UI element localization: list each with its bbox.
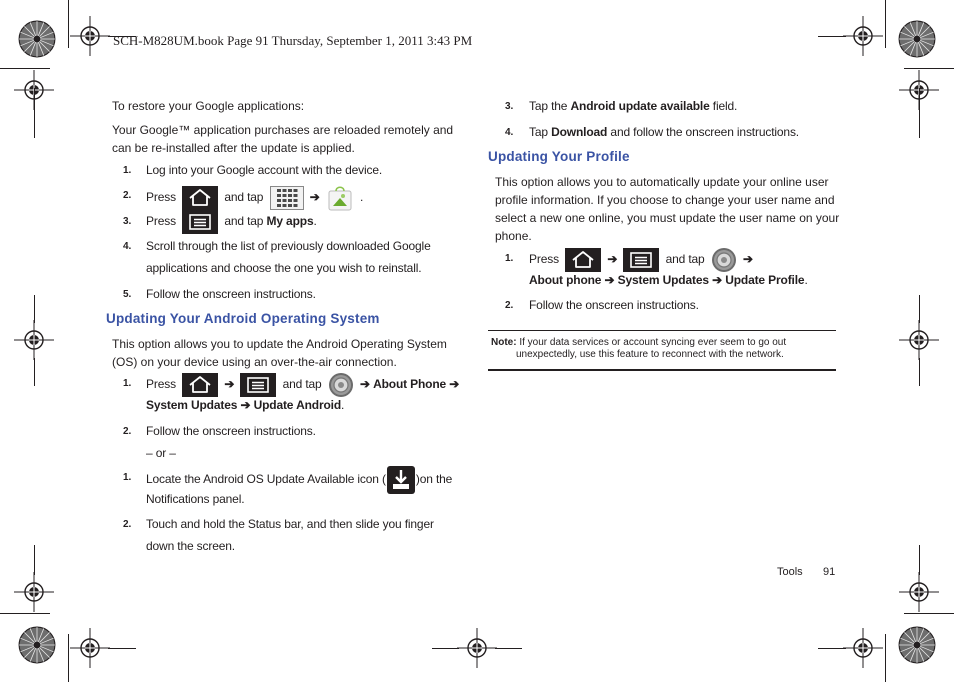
- arrow-right-icon: ➔: [359, 377, 370, 392]
- note-line-1: If your data services or account syncing ever seem to go out: [519, 337, 787, 348]
- step-number: 4.: [123, 241, 132, 252]
- step-number: 3.: [123, 216, 132, 227]
- profile-step-1: Press ➔ and tap ➔: [529, 247, 753, 273]
- arrow-right-icon: ➔: [742, 252, 753, 267]
- note-line-2: unexpectedly, use this feature to reconnect with the network.: [516, 349, 784, 360]
- alt-step-2-line1: Touch and hold the Status bar, and then slide you finger: [146, 517, 434, 531]
- restore-step-3: Press and tap My apps.: [146, 210, 317, 234]
- heading-update-os: Updating Your Android Operating System: [106, 311, 380, 326]
- os-step-1: Press ➔ and tap ➔ About Phone ➔: [146, 372, 459, 398]
- intro-purchases: Your Google™ application purchases are reloaded remotely and can be re-installed after the update is applied.: [112, 123, 454, 155]
- restore-step-5: Follow the onscreen instructions.: [146, 287, 316, 301]
- step-number: 3.: [505, 101, 514, 112]
- os-intro: This option allows you to update the Android Operating System (OS) on your device using an over-the-air connection.: [112, 337, 447, 369]
- market-bag-icon: [326, 184, 354, 212]
- profile-intro: This option allows you to automatically update your online user profile information. If you choose to change your user name and select a new one online, you must update the user name on your phone.: [495, 175, 840, 243]
- arrow-right-icon: ➔: [449, 377, 460, 392]
- os-step-2: Follow the onscreen instructions.: [146, 424, 316, 438]
- registration-mark-icon: [14, 572, 54, 612]
- registration-mark-icon: [14, 320, 54, 360]
- step-number: 1.: [123, 378, 132, 389]
- crosshatch-circle-icon: [898, 626, 936, 664]
- note-bottom-rule: [488, 369, 836, 371]
- profile-step-2: Follow the onscreen instructions.: [529, 298, 699, 312]
- right-step-3: Tap the Android update available field.: [529, 99, 738, 113]
- note-label: Note:: [491, 337, 517, 348]
- step-number: 2.: [123, 190, 132, 201]
- applications-grid-icon: [270, 186, 304, 210]
- registration-mark-icon: [843, 628, 883, 668]
- crosshatch-circle-icon: [18, 626, 56, 664]
- step-number: 5.: [123, 289, 132, 300]
- note-top-rule: [488, 330, 836, 331]
- alt-step-1: Locate the Android OS Update Available icon ( )on the: [146, 466, 452, 494]
- crosshatch-circle-icon: [18, 20, 56, 58]
- restore-step-4-line1: Scroll through the list of previously downloaded Google: [146, 239, 431, 253]
- page-number: 91: [823, 566, 836, 578]
- step-number: 1.: [123, 472, 132, 483]
- alt-step-2-line2: down the screen.: [146, 539, 235, 553]
- restore-step-4-line2: applications and choose the one you wish to reinstall.: [146, 261, 422, 275]
- arrow-right-icon: ➔: [224, 377, 235, 392]
- arrow-right-icon: ➔: [712, 273, 722, 287]
- print-header: SCH-M828UM.book Page 91 Thursday, September 1, 2011 3:43 PM: [113, 33, 473, 48]
- registration-mark-icon: [899, 572, 939, 612]
- step-number: 4.: [505, 127, 514, 138]
- registration-mark-icon: [457, 628, 497, 668]
- registration-mark-icon: [70, 628, 110, 668]
- step-number: 1.: [123, 165, 132, 176]
- note-text: [491, 337, 786, 349]
- registration-mark-icon: [899, 320, 939, 360]
- footer-section: Tools: [777, 566, 803, 578]
- profile-step-1-line2: About phone ➔ System Updates ➔ Update Profile.: [529, 273, 808, 287]
- arrow-right-icon: ➔: [240, 398, 251, 412]
- home-key-icon: [182, 186, 218, 210]
- right-step-4: Tap Download and follow the onscreen instructions.: [529, 125, 799, 139]
- menu-key-icon: [182, 210, 218, 234]
- os-step-1-line2: System Updates ➔ Update Android.: [146, 398, 345, 412]
- arrow-right-icon: ➔: [604, 273, 615, 287]
- restore-step-1: Log into your Google account with the device.: [146, 163, 383, 177]
- heading-update-profile: Updating Your Profile: [488, 149, 630, 164]
- restore-step-2: Press and tap ➔ .: [146, 184, 363, 212]
- update-download-icon: [387, 466, 415, 494]
- step-number: 2.: [505, 300, 514, 311]
- arrow-right-icon: ➔: [309, 190, 320, 205]
- step-number: 2.: [123, 519, 132, 530]
- step-number: 1.: [505, 253, 514, 264]
- step-number: 2.: [123, 426, 132, 437]
- arrow-right-icon: ➔: [607, 252, 618, 267]
- crosshatch-circle-icon: [898, 20, 936, 58]
- alt-step-1-line2: Notifications panel.: [146, 492, 245, 506]
- or-separator: – or –: [146, 446, 176, 460]
- registration-mark-icon: [70, 16, 110, 56]
- intro-restore: To restore your Google applications:: [112, 99, 305, 113]
- registration-mark-icon: [843, 16, 883, 56]
